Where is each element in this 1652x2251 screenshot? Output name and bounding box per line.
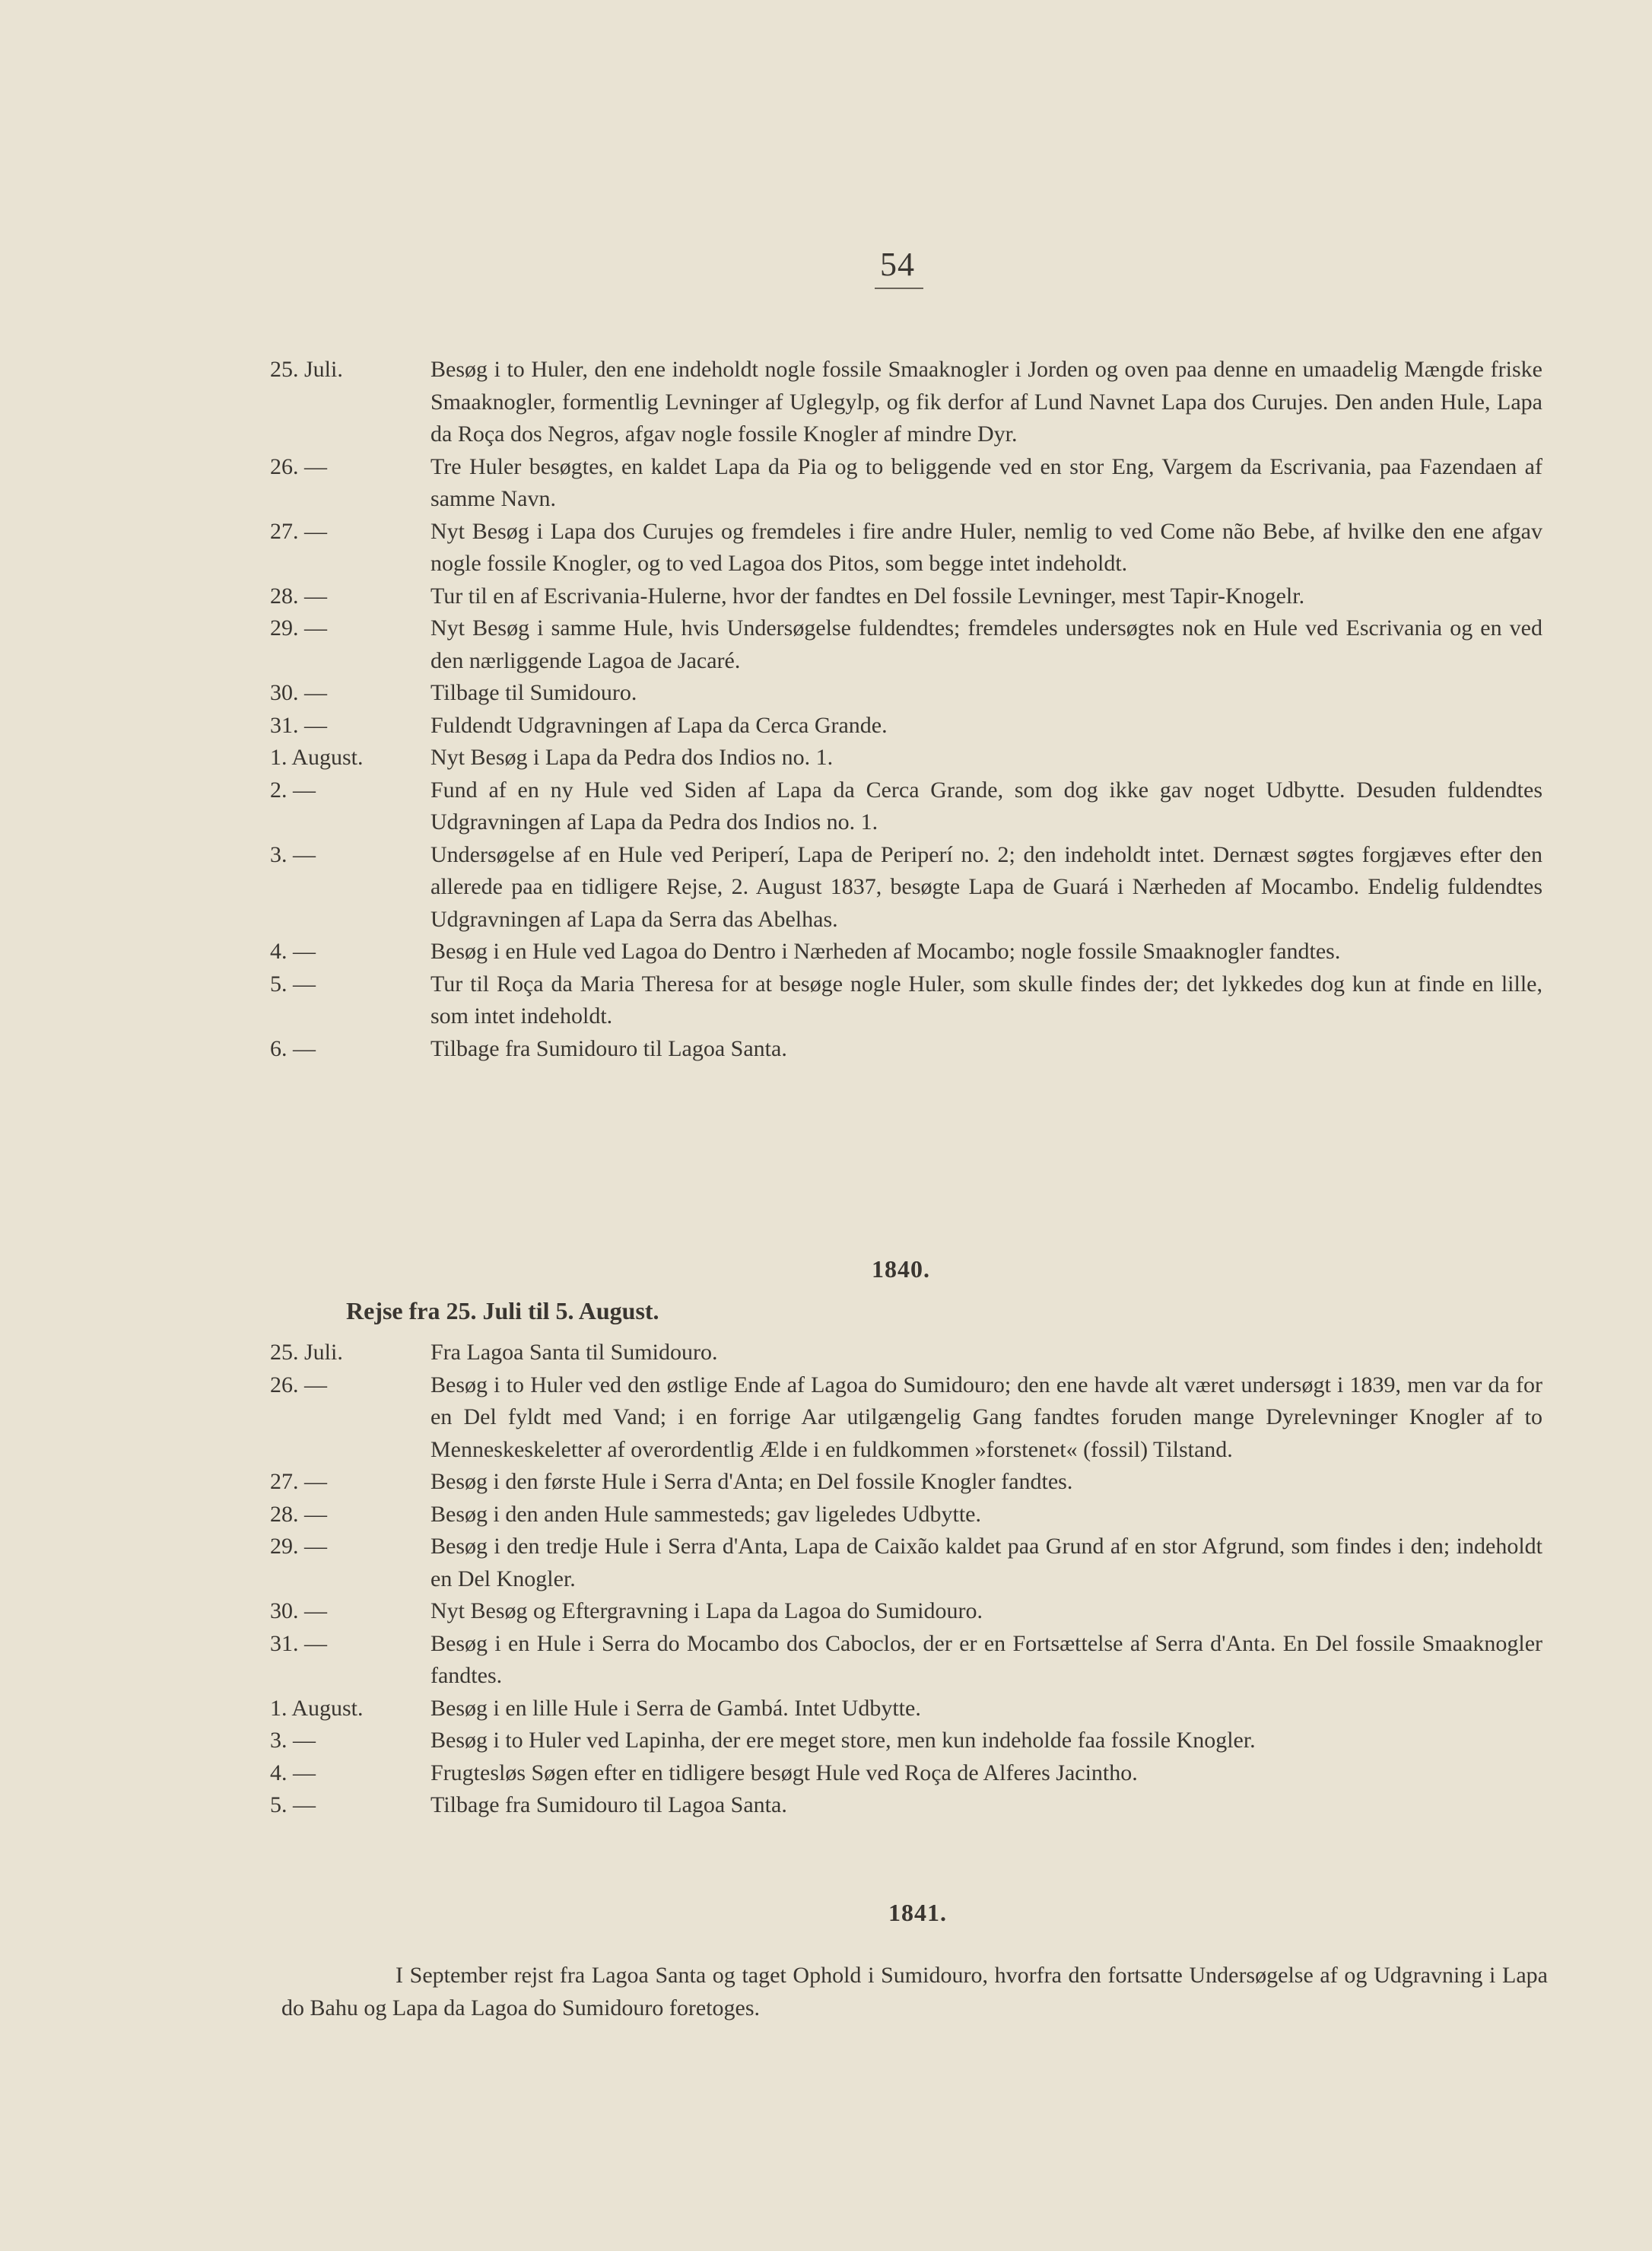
diary-entry (0, 1369, 1652, 1467)
diary-entry (0, 612, 1652, 677)
entry-date: 27. — (270, 518, 327, 544)
entry-date: 6. — (270, 1035, 316, 1061)
diary-entry (0, 936, 1652, 968)
entry-text: Nyt Besøg i Lapa dos Curujes og fremdeles i fire andre Huler, nemlig to ved Come não Bebe, af hvilke den ene afgav nogle fossile Knogler, og to ved Lagoa dos Pitos, som begge intet indeholdt. (430, 518, 1542, 576)
entry-text: Tilbage til Sumidouro. (430, 680, 637, 705)
entry-date: 4. — (270, 1760, 316, 1785)
diary-entry (0, 1499, 1652, 1531)
entry-text: Tur til en af Escrivania-Hulerne, hvor der fandtes en Del fossile Levninger, mest Tapir-Knogelr. (430, 583, 1305, 609)
paragraph-1841: I September rejst fra Lagoa Santa og taget Ophold i Sumidouro, hvorfra den fortsatte Undersøgelse af og Udgravning i Lapa do Bahu og Lapa da Lagoa do Sumidouro foretoges. (281, 1963, 1548, 2020)
entry-date: 28. — (270, 1501, 327, 1527)
entry-date: 25. Juli. (270, 1340, 343, 1365)
diary-entry (0, 451, 1652, 516)
diary-entry (0, 1033, 1652, 1066)
entry-text: Tur til Roça da Maria Theresa for at besøge nogle Huler, som skulle findes der; det lykkedes dog kun at finde en lille, som intet indeholdt. (430, 971, 1542, 1029)
entries-1840 (0, 1337, 1652, 1822)
diary-entry (0, 1789, 1652, 1822)
entry-date: 26. — (270, 1372, 327, 1397)
diary-entry (0, 1337, 1652, 1369)
journey-subtitle-1840: Rejse fra 25. Juli til 5. August. (346, 1297, 659, 1324)
entry-date: 31. — (270, 712, 327, 738)
entry-date: 2. — (270, 777, 316, 803)
entry-date: 5. — (270, 971, 316, 997)
diary-entry (0, 1725, 1652, 1757)
page-number: 54 (880, 246, 915, 283)
entries-1839 (0, 354, 1652, 1065)
diary-entry (0, 742, 1652, 774)
entry-text: Nyt Besøg i samme Hule, hvis Undersøgelse fuldendtes; fremdeles undersøgtes nok en Hule ved Escrivania og en ved den nærliggende Lagoa de Jacaré. (430, 615, 1542, 673)
diary-entry (0, 839, 1652, 936)
entry-date: 1. August. (270, 745, 364, 770)
entry-text: Besøg i en Hule i Serra do Mocambo dos Caboclos, der er en Fortsættelse af Serra d'Anta. En Del fossile Smaaknogler fandtes. (430, 1630, 1542, 1688)
diary-entry (0, 774, 1652, 839)
diary-entry (0, 354, 1652, 451)
diary-entry (0, 516, 1652, 580)
entry-text: Fra Lagoa Santa til Sumidouro. (430, 1340, 718, 1365)
diary-entry (0, 968, 1652, 1033)
diary-entry (0, 1628, 1652, 1693)
entry-date: 30. — (270, 1598, 327, 1623)
entry-date: 5. — (270, 1792, 316, 1817)
entry-date: 27. — (270, 1469, 327, 1494)
diary-entry (0, 1693, 1652, 1725)
entry-date: 3. — (270, 841, 316, 867)
diary-entry (0, 1466, 1652, 1499)
diary-entry (0, 1757, 1652, 1790)
entry-text: Nyt Besøg i Lapa da Pedra dos Indios no. 1. (430, 745, 834, 770)
year-heading-1841: 1841. (888, 1899, 947, 1926)
entry-text: Besøg i to Huler ved den østlige Ende af Lagoa do Sumidouro; den ene havde alt været undersøgt i 1839, men var da for en Del fyldt med Vand; i en forrige Aar utilgængelig Gang fandtes foruden mange Dyrelevninger Knogler af to Menneskeskeletter af overordentlig Ælde i en fuldkommen »forstenet« (fossil) Tilstand. (430, 1372, 1542, 1462)
entry-text: Besøg i den første Hule i Serra d'Anta; en Del fossile Knogler fandtes. (430, 1469, 1073, 1494)
entry-date: 1. August. (270, 1695, 364, 1721)
entry-text: Fund af en ny Hule ved Siden af Lapa da Cerca Grande, som dog ikke gav noget Udbytte. Desuden fuldendtes Udgravningen af Lapa da Pedra dos Indios no. 1. (430, 777, 1542, 835)
diary-entry (0, 1595, 1652, 1628)
entry-text: Besøg i to Huler ved Lapinha, der ere meget store, men kun indeholde faa fossile Knogler. (430, 1728, 1256, 1753)
entry-text: Tilbage fra Sumidouro til Lagoa Santa. (430, 1035, 787, 1061)
page-number-rule (875, 288, 923, 289)
entry-text: Besøg i den tredje Hule i Serra d'Anta, Lapa de Caixão kaldet paa Grund af en stor Afgrund, som findes i den; indeholdt en Del Knogler. (430, 1534, 1542, 1591)
diary-entry (0, 710, 1652, 742)
entry-text: Undersøgelse af en Hule ved Periperí, Lapa de Periperí no. 2; den indeholdt intet. Dernæst søgtes forgjæves efter den allerede paa en tidligere Rejse, 2. August 1837, besøgte Lapa de Guará i Nærheden af Mocambo. Endelig fuldendtes Udgravningen af Lapa da Serra das Abelhas. (430, 841, 1542, 932)
entry-date: 26. — (270, 453, 327, 479)
year-heading-1840: 1840. (872, 1255, 930, 1283)
diary-entry (0, 677, 1652, 710)
diary-entry (0, 580, 1652, 613)
entry-date: 29. — (270, 615, 327, 641)
entry-text: Besøg i den anden Hule sammesteds; gav ligeledes Udbytte. (430, 1501, 981, 1527)
entry-date: 3. — (270, 1728, 316, 1753)
entry-text: Tilbage fra Sumidouro til Lagoa Santa. (430, 1792, 787, 1817)
entry-date: 30. — (270, 680, 327, 705)
entry-text: Tre Huler besøgtes, en kaldet Lapa da Pia og to beliggende ved en stor Eng, Vargem da Escrivania, paa Fazendaen af samme Navn. (430, 453, 1542, 511)
entry-date: 4. — (270, 939, 316, 964)
entry-text: Besøg i en Hule ved Lagoa do Dentro i Nærheden af Mocambo; nogle fossile Smaaknogler fandtes. (430, 939, 1341, 964)
entry-text: Frugtesløs Søgen efter en tidligere besøgt Hule ved Roça de Alferes Jacintho. (430, 1760, 1138, 1785)
entry-date: 31. — (270, 1630, 327, 1656)
entry-date: 28. — (270, 583, 327, 609)
entry-text: Nyt Besøg og Eftergravning i Lapa da Lagoa do Sumidouro. (430, 1598, 983, 1623)
diary-entry (0, 1531, 1652, 1595)
entry-date: 29. — (270, 1534, 327, 1559)
entry-text: Besøg i to Huler, den ene indeholdt nogle fossile Smaaknogler i Jorden og oven paa denne en umaadelig Mængde friske Smaaknogler, formentlig Levninger af Uglegylp, og fik derfor af Lund Navnet Lapa dos Curujes. Den anden Hule, Lapa da Roça dos Negros, afgav nogle fossile Knogler af mindre Dyr. (430, 357, 1542, 447)
entry-text: Besøg i en lille Hule i Serra de Gambá. Intet Udbytte. (430, 1695, 921, 1721)
entry-text: Fuldendt Udgravningen af Lapa da Cerca Grande. (430, 712, 888, 738)
entry-date: 25. Juli. (270, 357, 343, 382)
